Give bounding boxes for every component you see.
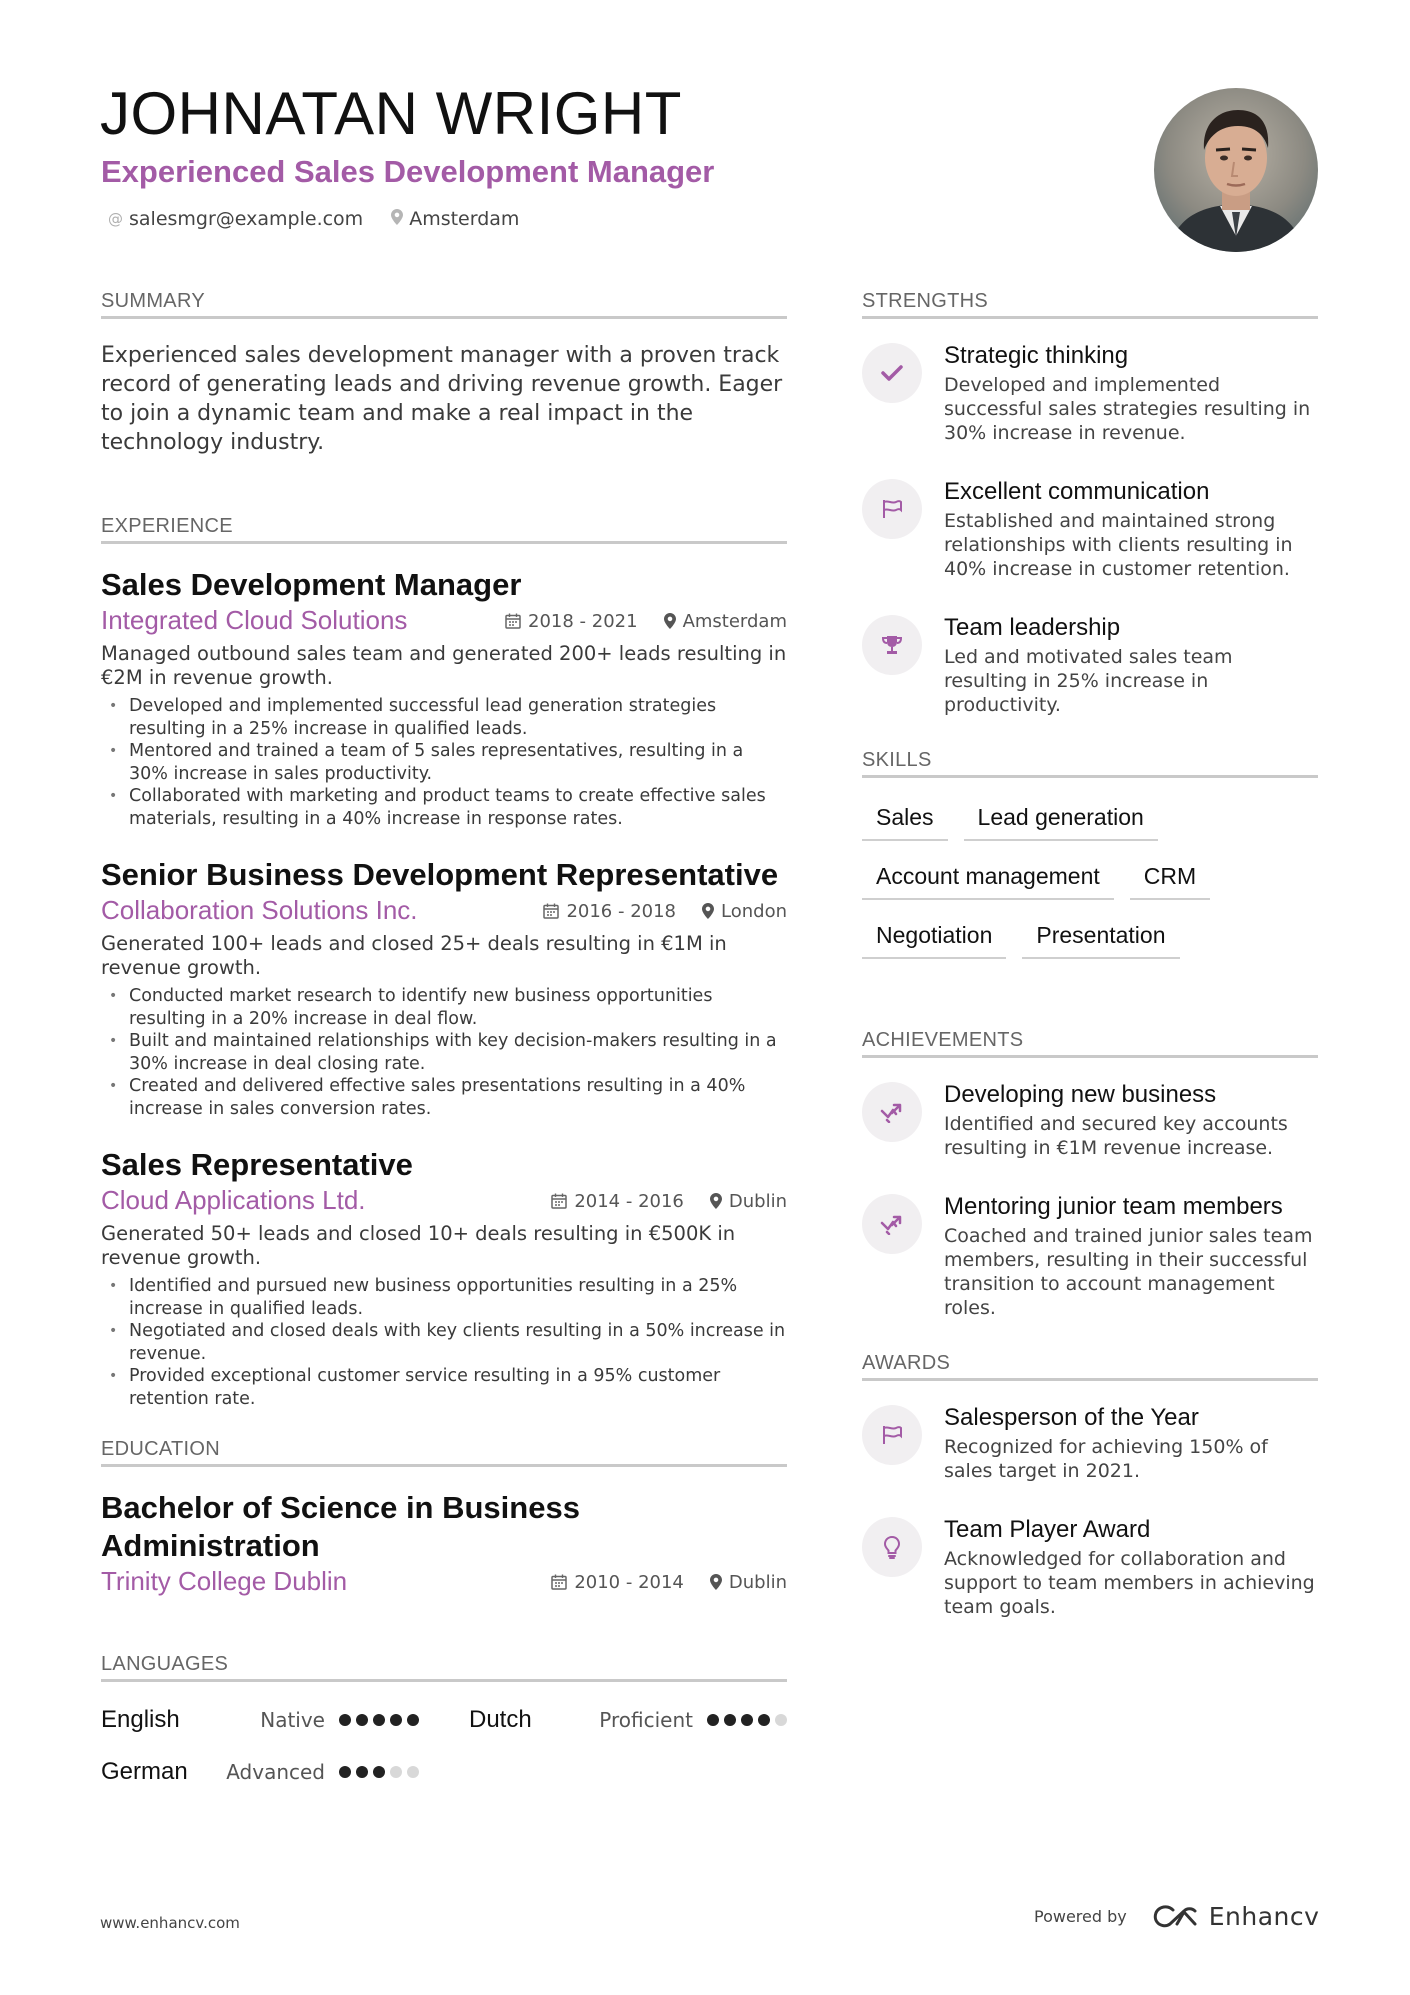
language-level: Proficient <box>599 1708 693 1732</box>
rating-dot-empty <box>775 1714 787 1726</box>
company-name: Cloud Applications Ltd. <box>101 1185 366 1215</box>
growth-arrow-icon <box>862 1194 922 1254</box>
school-name: Trinity College Dublin <box>101 1566 348 1596</box>
achievements-section <box>862 1029 1318 1320</box>
job-bullet: • Identified and pursued new business opportunities resulting in a 25% increase in qualified leads. <box>101 1275 787 1320</box>
rating-dot-filled <box>758 1714 770 1726</box>
job-description: Generated 100+ leads and closed 25+ deals resulting in €1M in revenue growth. <box>101 932 727 979</box>
strength-item <box>862 613 1318 717</box>
experience-entry <box>101 1146 787 1410</box>
rating-dot-filled <box>724 1714 736 1726</box>
job-bullet: • Provided exceptional customer service resulting in a 95% customer retention rate. <box>101 1365 787 1410</box>
job-bullet: • Built and maintained relationships with key decision-makers resulting in a 30% increase in deal closing rate. <box>101 1030 787 1075</box>
achievement-text: Coached and trained junior sales team members, resulting in their successful transition to account management roles. <box>944 1225 1313 1319</box>
strength-item <box>862 341 1318 445</box>
job-bullets <box>101 695 787 830</box>
right-column <box>862 290 1318 1651</box>
strength-item <box>862 477 1318 581</box>
strength-title: Strategic thinking <box>944 342 1129 369</box>
job-bullet: • Mentored and trained a team of 5 sales representatives, resulting in a 30% increase in sales productivity. <box>101 740 787 785</box>
achievement-title: Developing new business <box>944 1081 1217 1108</box>
trophy-icon <box>862 615 922 675</box>
rating-dot-filled <box>356 1714 368 1726</box>
language-rating <box>339 1766 419 1778</box>
at-icon: @ <box>108 210 123 228</box>
job-title: Senior Business Development Representative <box>101 857 779 892</box>
rating-dot-filled <box>407 1714 419 1726</box>
powered-by-label: Powered by <box>1034 1907 1127 1926</box>
language-item <box>101 1758 419 1786</box>
summary-section <box>101 290 787 457</box>
award-text: Recognized for achieving 150% of sales target in 2021. <box>944 1436 1268 1482</box>
achievement-item <box>862 1192 1318 1320</box>
rating-dot-empty <box>390 1766 402 1778</box>
strengths-heading: STRENGTHS <box>862 290 1318 319</box>
achievement-text: Identified and secured key accounts resulting in €1M revenue increase. <box>944 1113 1288 1159</box>
award-item <box>862 1515 1318 1619</box>
location-pin-icon <box>664 613 676 629</box>
location-pin-icon <box>710 1193 722 1209</box>
rating-dot-empty <box>407 1766 419 1778</box>
summary-text: Experienced sales development manager with a proven track record of generating leads and driving revenue growth. Eager to join a dynamic team and make a real impact in the technology industry. <box>101 343 783 455</box>
rating-dot-filled <box>339 1714 351 1726</box>
job-dates: 2014 - 2016 <box>574 1190 684 1212</box>
left-column <box>101 290 787 1786</box>
experience-heading: EXPERIENCE <box>101 515 787 544</box>
skill-tag: CRM <box>1130 861 1210 900</box>
education-location: Dublin <box>728 1571 787 1593</box>
rating-dot-filled <box>707 1714 719 1726</box>
strength-title: Excellent communication <box>944 478 1210 505</box>
strength-text: Established and maintained strong relationships with clients resulting in 40% increase in customer retention. <box>944 510 1293 580</box>
experience-section <box>101 515 787 1410</box>
job-bullet: • Collaborated with marketing and product teams to create effective sales materials, resulting in a 40% increase in response rates. <box>101 785 787 830</box>
email-text: salesmgr@example.com <box>129 208 364 230</box>
awards-heading: AWARDS <box>862 1352 1318 1381</box>
enhancv-logo[interactable] <box>1151 1902 1320 1931</box>
job-bullets <box>101 1275 787 1410</box>
strengths-section <box>862 290 1318 717</box>
languages-section <box>101 1653 787 1786</box>
language-name: German <box>101 1758 188 1785</box>
experience-entry <box>101 566 787 830</box>
rating-dot-filled <box>373 1766 385 1778</box>
company-name: Collaboration Solutions Inc. <box>101 895 418 925</box>
job-dates: 2016 - 2018 <box>566 900 677 922</box>
location-pin-icon <box>391 209 403 229</box>
award-item <box>862 1403 1318 1483</box>
language-rating <box>707 1714 787 1726</box>
language-rating <box>339 1714 419 1726</box>
skill-tag: Lead generation <box>964 802 1158 841</box>
footer-website[interactable]: www.enhancv.com <box>100 1914 240 1932</box>
calendar-icon <box>551 1574 567 1590</box>
strength-title: Team leadership <box>944 614 1121 641</box>
skills-heading: SKILLS <box>862 749 1318 778</box>
skill-tag: Sales <box>862 802 948 841</box>
language-item <box>101 1706 419 1734</box>
rating-dot-filled <box>741 1714 753 1726</box>
strength-text: Developed and implemented successful sales strategies resulting in 30% increase in revenue. <box>944 374 1311 444</box>
calendar-icon <box>505 613 521 629</box>
award-text: Acknowledged for collaboration and support to team members in achieving team goals. <box>944 1548 1315 1618</box>
profile-photo <box>1154 88 1318 252</box>
job-location: Dublin <box>728 1190 787 1212</box>
language-item <box>469 1706 787 1734</box>
calendar-icon <box>551 1193 567 1209</box>
language-name: Dutch <box>469 1706 532 1733</box>
achievement-title: Mentoring junior team members <box>944 1193 1283 1220</box>
achievement-item <box>862 1080 1318 1160</box>
check-icon <box>862 343 922 403</box>
enhancv-logo-mark-icon <box>1151 1904 1199 1930</box>
candidate-name: JOHNATAN WRIGHT <box>100 80 682 147</box>
rating-dot-filled <box>390 1714 402 1726</box>
job-bullet: • Negotiated and closed deals with key clients resulting in a 50% increase in revenue. <box>101 1320 787 1365</box>
strength-text: Led and motivated sales team resulting in 25% increase in productivity. <box>944 646 1233 716</box>
candidate-title: Experienced Sales Development Manager <box>101 154 715 189</box>
experience-entry <box>101 856 787 1120</box>
rating-dot-filled <box>339 1766 351 1778</box>
lightbulb-icon <box>862 1517 922 1577</box>
language-level: Native <box>260 1708 325 1732</box>
rating-dot-filled <box>373 1714 385 1726</box>
company-name: Integrated Cloud Solutions <box>101 605 408 635</box>
job-bullet: • Created and delivered effective sales presentations resulting in a 40% increase in sales conversion rates. <box>101 1075 787 1120</box>
job-bullets <box>101 985 787 1120</box>
job-bullet: • Conducted market research to identify new business opportunities resulting in a 20% increase in deal flow. <box>101 985 787 1030</box>
job-location: Amsterdam <box>682 610 787 632</box>
awards-section <box>862 1352 1318 1619</box>
summary-heading: SUMMARY <box>101 290 787 319</box>
job-dates: 2018 - 2021 <box>528 610 638 632</box>
calendar-icon <box>543 903 559 919</box>
location-text: Amsterdam <box>409 208 520 230</box>
language-name: English <box>101 1706 180 1733</box>
contact-info <box>108 208 519 230</box>
growth-arrow-icon <box>862 1082 922 1142</box>
footer-branding <box>1034 1902 1319 1931</box>
brand-name: Enhancv <box>1208 1902 1320 1931</box>
job-bullet: • Developed and implemented successful lead generation strategies resulting in a 25% increase in qualified leads. <box>101 695 787 740</box>
location-pin-icon <box>710 1574 722 1590</box>
job-title: Sales Representative <box>101 1147 413 1182</box>
skill-tag: Presentation <box>1022 920 1179 959</box>
degree-title: Bachelor of Science in Business Administration <box>101 1490 580 1563</box>
job-description: Managed outbound sales team and generated 200+ leads resulting in €2M in revenue growth. <box>101 642 787 689</box>
skills-section <box>862 749 1318 959</box>
contact-location <box>391 208 519 230</box>
location-pin-icon <box>702 903 714 919</box>
education-dates: 2010 - 2014 <box>574 1571 684 1593</box>
flag-icon <box>862 479 922 539</box>
job-title: Sales Development Manager <box>101 567 522 602</box>
award-title: Salesperson of the Year <box>944 1404 1199 1431</box>
education-section <box>101 1438 787 1597</box>
rating-dot-filled <box>356 1766 368 1778</box>
flag-icon <box>862 1405 922 1465</box>
job-description: Generated 50+ leads and closed 10+ deals resulting in €500K in revenue growth. <box>101 1222 736 1269</box>
education-heading: EDUCATION <box>101 1438 787 1467</box>
job-location: London <box>721 900 787 922</box>
award-title: Team Player Award <box>944 1516 1151 1543</box>
contact-email[interactable] <box>108 208 363 230</box>
skill-tag: Negotiation <box>862 920 1006 959</box>
skill-tag: Account management <box>862 861 1114 900</box>
languages-heading: LANGUAGES <box>101 1653 787 1682</box>
language-level: Advanced <box>226 1760 325 1784</box>
achievements-heading: ACHIEVEMENTS <box>862 1029 1318 1058</box>
